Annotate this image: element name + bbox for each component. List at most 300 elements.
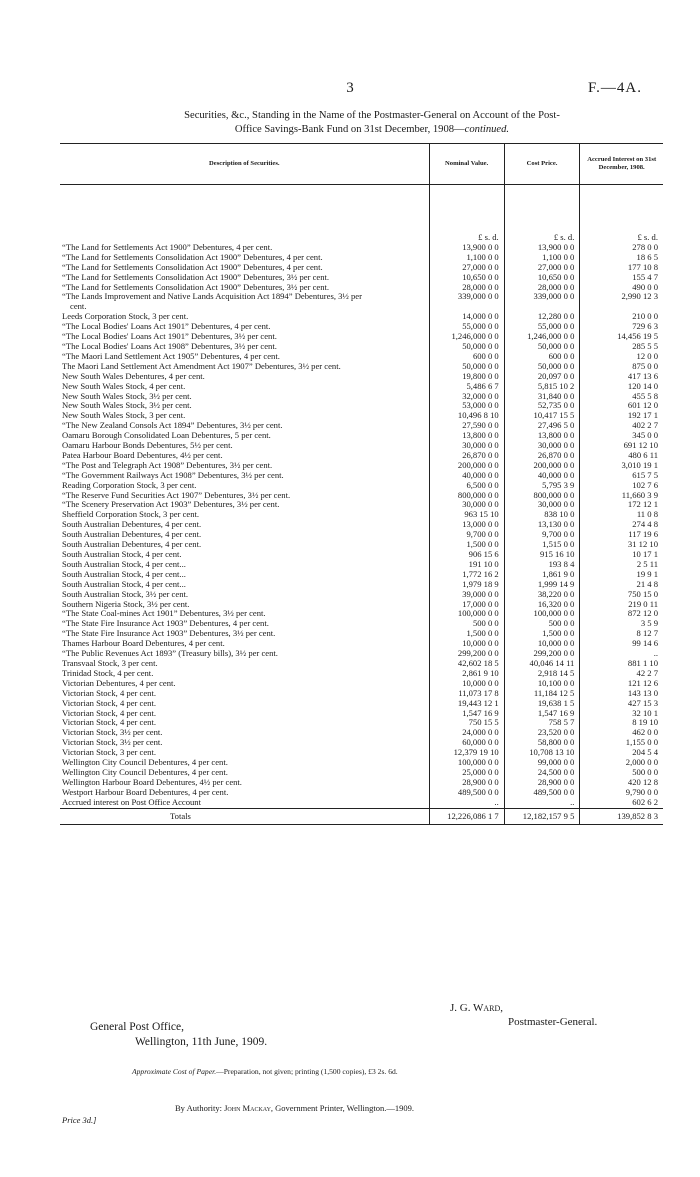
security-description [60, 461, 429, 471]
nominal-value: 299,200 0 0 [429, 649, 504, 659]
security-description-text: “The Lands Improvement and Native Lands Acquisition Act 1894” Debentures, 3½ per cent. [62, 292, 362, 312]
nominal-value: 13,000 0 0 [429, 520, 504, 530]
cost-price: 1,500 0 0 [504, 629, 580, 639]
nominal-value: 13,800 0 0 [429, 431, 504, 441]
cost-price: 16,320 0 0 [504, 600, 580, 610]
nominal-value: 200,000 0 0 [429, 461, 504, 471]
totals-cost: 12,182,157 9 5 [504, 808, 580, 825]
cost-price: 1,515 0 0 [504, 540, 580, 550]
col-header-nominal: Nominal Value. [429, 144, 504, 185]
nominal-value: 30,000 0 0 [429, 500, 504, 510]
cost-price: 600 0 0 [504, 352, 580, 362]
security-description [60, 798, 429, 808]
security-description-text: South Australian Debentures, 4 per cent. [62, 520, 202, 530]
cost-price: 10,000 0 0 [504, 639, 580, 649]
accrued-interest: 2 5 11 [580, 560, 663, 570]
security-description-text: “The State Fire Insurance Act 1903” Debentures, 3½ per cent. [62, 629, 276, 639]
cost-price: 10,100 0 0 [504, 679, 580, 689]
cost-price: 1,861 9 0 [504, 570, 580, 580]
office-line-2: Wellington, 11th June, 1909. [135, 1036, 268, 1048]
security-description-text: “The Local Bodies' Loans Act 1901” Debentures, 3½ per cent. [62, 332, 277, 342]
accrued-interest: 480 6 11 [580, 451, 663, 461]
cost-price: 28,000 0 0 [504, 283, 580, 293]
units-accrued: £ s. d. [580, 185, 663, 243]
cost-price: 339,000 0 0 [504, 292, 580, 312]
units-desc [60, 185, 429, 243]
security-description [60, 382, 429, 392]
nominal-value: 339,000 0 0 [429, 292, 504, 312]
nominal-value: .. [429, 798, 504, 808]
cost-price: 13,900 0 0 [504, 243, 580, 253]
accrued-interest: 8 19 10 [580, 718, 663, 728]
security-description [60, 738, 429, 748]
nominal-value: 11,073 17 8 [429, 689, 504, 699]
security-description [60, 332, 429, 342]
table-row [60, 699, 663, 709]
nominal-value: 53,000 0 0 [429, 401, 504, 411]
nominal-value: 9,700 0 0 [429, 530, 504, 540]
nominal-value: 28,900 0 0 [429, 778, 504, 788]
cost-price: 1,999 14 9 [504, 580, 580, 590]
security-description [60, 540, 429, 550]
nominal-value: 1,500 0 0 [429, 629, 504, 639]
security-description-text: Victorian Stock, 4 per cent. [62, 718, 156, 728]
nominal-value: 50,000 0 0 [429, 342, 504, 352]
security-description [60, 600, 429, 610]
security-description-text: “The Public Revenues Act 1893” (Treasury bills), 3½ per cent. [62, 649, 278, 659]
accrued-interest: 1,155 0 0 [580, 738, 663, 748]
cost-price: 10,417 15 5 [504, 411, 580, 421]
security-description [60, 788, 429, 798]
nominal-value: 42,602 18 5 [429, 659, 504, 669]
accrued-interest: 11,660 3 9 [580, 491, 663, 501]
cost-price: 30,000 0 0 [504, 441, 580, 451]
cost-price: 58,800 0 0 [504, 738, 580, 748]
cost-price: 10,650 0 0 [504, 273, 580, 283]
security-description [60, 550, 429, 560]
security-description [60, 649, 429, 659]
security-description-text: “The State Fire Insurance Act 1903” Debentures, 4 per cent. [62, 619, 269, 629]
security-description [60, 699, 429, 709]
accrued-interest: 11 0 8 [580, 510, 663, 520]
security-description-text: “The Land for Settlements Act 1900” Debentures, 4 per cent. [62, 242, 273, 252]
nominal-value: 100,000 0 0 [429, 758, 504, 768]
cost-price: 200,000 0 0 [504, 461, 580, 471]
security-description [60, 342, 429, 352]
nominal-value: 24,000 0 0 [429, 728, 504, 738]
cost-price: 31,840 0 0 [504, 392, 580, 402]
accrued-interest: 31 12 10 [580, 540, 663, 550]
accrued-interest: 729 6 3 [580, 322, 663, 332]
nominal-value: 1,100 0 0 [429, 253, 504, 263]
security-description [60, 500, 429, 510]
nominal-value: 489,500 0 0 [429, 788, 504, 798]
nominal-value: 5,486 6 7 [429, 382, 504, 392]
nominal-value: 25,000 0 0 [429, 768, 504, 778]
signature-title: Postmaster-General. [508, 1016, 598, 1028]
security-description-text: Victorian Stock, 4 per cent. [62, 708, 156, 718]
nominal-value: 10,650 0 0 [429, 273, 504, 283]
cost-price: 2,918 14 5 [504, 669, 580, 679]
accrued-interest: 32 10 1 [580, 709, 663, 719]
nominal-value: 6,500 0 0 [429, 481, 504, 491]
accrued-interest: 121 12 6 [580, 679, 663, 689]
col-header-description: Description of Securities. [60, 144, 429, 185]
security-description-text: Wellington Harbour Board Debentures, 4½ per cent. [62, 777, 242, 787]
security-description [60, 758, 429, 768]
nominal-value: 27,590 0 0 [429, 421, 504, 431]
accrued-interest: 18 6 5 [580, 253, 663, 263]
security-description [60, 639, 429, 649]
accrued-interest: 602 6 2 [580, 798, 663, 808]
security-description [60, 471, 429, 481]
nominal-value: 32,000 0 0 [429, 392, 504, 402]
security-description [60, 401, 429, 411]
security-description-text: New South Wales Stock, 3½ per cent. [62, 391, 192, 401]
security-description-text: South Australian Stock, 4 per cent... [62, 569, 186, 579]
cost-price: 50,000 0 0 [504, 342, 580, 352]
security-description-text: Trinidad Stock, 4 per cent. [62, 668, 154, 678]
security-description-text: New South Wales Debentures, 4 per cent. [62, 371, 205, 381]
security-description-text: Transvaal Stock, 3 per cent. [62, 658, 158, 668]
cost-price: 50,000 0 0 [504, 362, 580, 372]
security-description-text: Westport Harbour Board Debentures, 4 per cent. [62, 787, 229, 797]
nominal-value: 1,772 16 2 [429, 570, 504, 580]
nominal-value: 19,443 12 1 [429, 699, 504, 709]
security-description-text: Victorian Stock, 3 per cent. [62, 748, 156, 758]
accrued-interest: 117 19 6 [580, 530, 663, 540]
cost-price: 1,246,000 0 0 [504, 332, 580, 342]
accrued-interest: 417 13 6 [580, 372, 663, 382]
security-description [60, 292, 429, 312]
security-description [60, 441, 429, 451]
accrued-interest: .. [580, 649, 663, 659]
security-description-text: South Australian Stock, 4 per cent. [62, 550, 182, 559]
security-description-text: Victorian Debentures, 4 per cent. [62, 678, 176, 688]
accrued-interest: 8 12 7 [580, 629, 663, 639]
security-description-text: New South Wales Stock, 4 per cent. [62, 381, 186, 391]
cost-price: 800,000 0 0 [504, 491, 580, 501]
title-continued: continued. [464, 124, 510, 135]
security-description [60, 619, 429, 629]
accrued-interest: 192 17 1 [580, 411, 663, 421]
security-description [60, 728, 429, 738]
totals-label: Totals [60, 808, 429, 825]
nominal-value: 27,000 0 0 [429, 263, 504, 273]
security-description-text: Victorian Stock, 4 per cent. [62, 688, 156, 698]
accrued-interest: 3,010 19 1 [580, 461, 663, 471]
nominal-value: 17,000 0 0 [429, 600, 504, 610]
security-description-text: South Australian Stock, 4 per cent... [62, 579, 186, 589]
accrued-interest: 601 12 0 [580, 401, 663, 411]
security-description-text: Victorian Stock, 4 per cent. [62, 698, 156, 708]
nominal-value: 100,000 0 0 [429, 609, 504, 619]
accrued-interest: 345 0 0 [580, 431, 663, 441]
cost-price: 27,496 5 0 [504, 421, 580, 431]
cost-price: 11,184 12 5 [504, 689, 580, 699]
cost-price: 5,795 3 9 [504, 481, 580, 491]
nominal-value: 28,000 0 0 [429, 283, 504, 293]
nominal-value: 963 15 10 [429, 510, 504, 520]
nominal-value: 191 10 0 [429, 560, 504, 570]
security-description [60, 263, 429, 273]
cost-price: 12,280 0 0 [504, 312, 580, 322]
security-description-text: Leeds Corporation Stock, 3 per cent. [62, 312, 189, 322]
security-description [60, 510, 429, 520]
cost-price: 19,638 1 5 [504, 699, 580, 709]
security-description [60, 283, 429, 293]
approximate-cost [132, 1067, 398, 1076]
nominal-value: 55,000 0 0 [429, 322, 504, 332]
security-description-text: “The State Coal-mines Act 1901” Debentures, 3½ per cent. [62, 609, 266, 619]
security-description-text: New South Wales Stock, 3 per cent. [62, 411, 186, 421]
security-description [60, 411, 429, 421]
security-description [60, 372, 429, 382]
cost-price: 30,000 0 0 [504, 500, 580, 510]
accrued-interest: 9,790 0 0 [580, 788, 663, 798]
accrued-interest: 3 5 9 [580, 619, 663, 629]
cost-price: 489,500 0 0 [504, 788, 580, 798]
nominal-value: 39,000 0 0 [429, 590, 504, 600]
security-description-text: Accrued interest on Post Office Account [62, 797, 201, 807]
cost-price: 100,000 0 0 [504, 609, 580, 619]
security-description-text: “The Land for Settlements Consolidation Act 1900” Debentures, 4 per cent. [62, 262, 323, 272]
nominal-value: 500 0 0 [429, 619, 504, 629]
security-description [60, 629, 429, 639]
security-description [60, 491, 429, 501]
accrued-interest: 42 2 7 [580, 669, 663, 679]
nominal-value: 10,496 8 10 [429, 411, 504, 421]
security-description [60, 322, 429, 332]
nominal-value: 2,861 9 10 [429, 669, 504, 679]
security-description-text: “The Land for Settlements Consolidation Act 1900” Debentures, 4 per cent. [62, 252, 323, 262]
accrued-interest: 274 4 8 [580, 520, 663, 530]
security-description [60, 253, 429, 263]
accrued-interest: 691 12 10 [580, 441, 663, 451]
nominal-value: 1,979 18 9 [429, 580, 504, 590]
security-description [60, 748, 429, 758]
security-description [60, 580, 429, 590]
nominal-value: 26,870 0 0 [429, 451, 504, 461]
approx-label: Approximate Cost of Paper. [132, 1067, 217, 1076]
cost-price: 915 16 10 [504, 550, 580, 560]
cost-price: 13,130 0 0 [504, 520, 580, 530]
cost-price: 38,220 0 0 [504, 590, 580, 600]
security-description [60, 570, 429, 580]
security-description-text: The Maori Land Settlement Act Amendment Act 1907” Debentures, 3½ per cent. [62, 361, 341, 371]
nominal-value: 1,246,000 0 0 [429, 332, 504, 342]
accrued-interest: 10 17 1 [580, 550, 663, 560]
accrued-interest: 872 12 0 [580, 609, 663, 619]
security-description-text: Victorian Stock, 3½ per cent. [62, 738, 163, 748]
accrued-interest: 462 0 0 [580, 728, 663, 738]
cost-price: 40,046 14 11 [504, 659, 580, 669]
cost-price: 10,708 13 10 [504, 748, 580, 758]
security-description [60, 689, 429, 699]
cost-price: 5,815 10 2 [504, 382, 580, 392]
security-description [60, 679, 429, 689]
cost-price: 193 8 4 [504, 560, 580, 570]
accrued-interest: 219 0 11 [580, 600, 663, 610]
security-description [60, 273, 429, 283]
nominal-value: 50,000 0 0 [429, 362, 504, 372]
security-description-text: South Australian Debentures, 4 per cent. [62, 540, 202, 550]
accrued-interest: 143 13 0 [580, 689, 663, 699]
table-body [60, 185, 663, 825]
nominal-value: 14,000 0 0 [429, 312, 504, 322]
accrued-interest: 21 4 8 [580, 580, 663, 590]
cost-price: 27,000 0 0 [504, 263, 580, 273]
nominal-value: 40,000 0 0 [429, 471, 504, 481]
approx-text: —Preparation, not given; printing (1,500 copies), £3 2s. 6d. [216, 1067, 398, 1076]
nominal-value: 906 15 6 [429, 550, 504, 560]
security-description-text: “The New Zealand Consols Act 1894” Debentures, 3½ per cent. [62, 421, 283, 431]
signature-name: J. G. Ward, [450, 1002, 504, 1014]
nominal-value: 800,000 0 0 [429, 491, 504, 501]
security-description-text: “The Maori Land Settlement Act 1905” Debentures, 4 per cent. [62, 351, 280, 361]
security-description [60, 362, 429, 372]
security-description [60, 778, 429, 788]
accrued-interest: 285 5 5 [580, 342, 663, 352]
accrued-interest: 172 12 1 [580, 500, 663, 510]
authority-printer: John Mackay [224, 1103, 271, 1113]
accrued-interest: 204 5 4 [580, 748, 663, 758]
nominal-value: 600 0 0 [429, 352, 504, 362]
accrued-interest: 278 0 0 [580, 243, 663, 253]
accrued-interest: 490 0 0 [580, 283, 663, 293]
accrued-interest: 881 1 10 [580, 659, 663, 669]
totals-nominal: 12,226,086 1 7 [429, 808, 504, 825]
nominal-value: 1,500 0 0 [429, 540, 504, 550]
cost-price: .. [504, 798, 580, 808]
authority-line [175, 1103, 414, 1113]
security-description [60, 352, 429, 362]
accrued-interest: 420 12 8 [580, 778, 663, 788]
units-nominal: £ s. d. [429, 185, 504, 243]
accrued-interest: 455 5 8 [580, 392, 663, 402]
security-description-text: “The Land for Settlements Consolidation Act 1900” Debentures, 3½ per cent. [62, 282, 330, 292]
totals-accrued: 139,852 8 3 [580, 808, 663, 825]
security-description [60, 659, 429, 669]
cost-price: 28,900 0 0 [504, 778, 580, 788]
security-description-text: Reading Corporation Stock, 3 per cent. [62, 480, 197, 490]
nominal-value: 13,900 0 0 [429, 243, 504, 253]
security-description-text: Victorian Stock, 3½ per cent. [62, 728, 163, 738]
nominal-value: 10,000 0 0 [429, 639, 504, 649]
security-description [60, 560, 429, 570]
cost-price: 1,547 16 9 [504, 709, 580, 719]
security-description-text: “The Land for Settlements Consolidation Act 1900” Debentures, 3½ per cent. [62, 272, 330, 282]
security-description [60, 768, 429, 778]
securities-table [60, 143, 663, 825]
security-description-text: South Australian Stock, 4 per cent... [62, 559, 186, 569]
security-description [60, 530, 429, 540]
security-description-text: Sheffield Corporation Stock, 3 per cent. [62, 510, 200, 520]
units-row [60, 185, 663, 243]
nominal-value: 750 15 5 [429, 718, 504, 728]
cost-price: 55,000 0 0 [504, 322, 580, 332]
accrued-interest: 402 2 7 [580, 421, 663, 431]
nominal-value: 12,379 19 10 [429, 748, 504, 758]
col-header-accrued: Accrued Interest on 31st December, 1908. [580, 144, 663, 185]
accrued-interest: 102 7 6 [580, 481, 663, 491]
cost-price: 500 0 0 [504, 619, 580, 629]
security-description [60, 590, 429, 600]
security-description-text: “The Government Railways Act 1908” Debentures, 3½ per cent. [62, 470, 284, 480]
accrued-interest: 120 14 0 [580, 382, 663, 392]
accrued-interest: 210 0 0 [580, 312, 663, 322]
table-row [60, 798, 663, 808]
page-number: 3 [346, 80, 354, 96]
security-description [60, 392, 429, 402]
cost-price: 40,000 0 0 [504, 471, 580, 481]
security-description [60, 481, 429, 491]
security-description [60, 421, 429, 431]
cost-price: 26,870 0 0 [504, 451, 580, 461]
accrued-interest: 14,456 19 5 [580, 332, 663, 342]
security-description-text: New South Wales Stock, 3½ per cent. [62, 401, 192, 411]
accrued-interest: 427 15 3 [580, 699, 663, 709]
accrued-interest: 99 14 6 [580, 639, 663, 649]
cost-price: 99,000 0 0 [504, 758, 580, 768]
accrued-interest: 500 0 0 [580, 768, 663, 778]
security-description [60, 243, 429, 253]
cost-price: 23,520 0 0 [504, 728, 580, 738]
security-description-text: Oamaru Harbour Bonds Debentures, 5½ per cent. [62, 441, 233, 451]
cost-price: 838 10 0 [504, 510, 580, 520]
cost-price: 299,200 0 0 [504, 649, 580, 659]
cost-price: 52,735 0 0 [504, 401, 580, 411]
col-header-cost: Cost Price. [504, 144, 580, 185]
security-description-text: Patea Harbour Board Debentures, 4½ per cent. [62, 450, 223, 460]
office-line-1: General Post Office, [90, 1021, 184, 1033]
authority-prefix: By Authority: [175, 1103, 222, 1113]
accrued-interest: 12 0 0 [580, 352, 663, 362]
security-description [60, 669, 429, 679]
security-description [60, 431, 429, 441]
security-description-text: Southern Nigeria Stock, 3½ per cent. [62, 599, 190, 609]
price-note: Price 3d.] [62, 1115, 97, 1125]
accrued-interest: 875 0 0 [580, 362, 663, 372]
nominal-value: 60,000 0 0 [429, 738, 504, 748]
units-cost: £ s. d. [504, 185, 580, 243]
cost-price: 9,700 0 0 [504, 530, 580, 540]
title-line-2 [92, 123, 652, 137]
nominal-value: 10,000 0 0 [429, 679, 504, 689]
authority-suffix: , Government Printer, Wellington.—1909. [270, 1103, 414, 1113]
security-description [60, 312, 429, 322]
title-line-2-text: Office Savings-Bank Fund on 31st December, 1908— [234, 124, 465, 135]
security-description-text: “The Local Bodies' Loans Act 1908” Debentures, 3½ per cent. [62, 341, 277, 351]
security-description-text: Wellington City Council Debentures, 4 per cent. [62, 758, 228, 768]
accrued-interest: 615 7 5 [580, 471, 663, 481]
security-description-text: Thames Harbour Board Debentures, 4 per cent. [62, 639, 225, 649]
accrued-interest: 750 15 0 [580, 590, 663, 600]
security-description-text: “The Reserve Fund Securities Act 1907” Debentures, 3½ per cent. [62, 490, 291, 500]
accrued-interest: 155 4 7 [580, 273, 663, 283]
accrued-interest: 2,990 12 3 [580, 292, 663, 312]
nominal-value: 30,000 0 0 [429, 441, 504, 451]
table-row [60, 292, 663, 312]
cost-price: 13,800 0 0 [504, 431, 580, 441]
table-row [60, 382, 663, 392]
security-description-text: South Australian Debentures, 4 per cent. [62, 530, 202, 540]
accrued-interest: 2,000 0 0 [580, 758, 663, 768]
security-description [60, 520, 429, 530]
security-description [60, 718, 429, 728]
nominal-value: 19,800 0 0 [429, 372, 504, 382]
cost-price: 1,100 0 0 [504, 253, 580, 263]
